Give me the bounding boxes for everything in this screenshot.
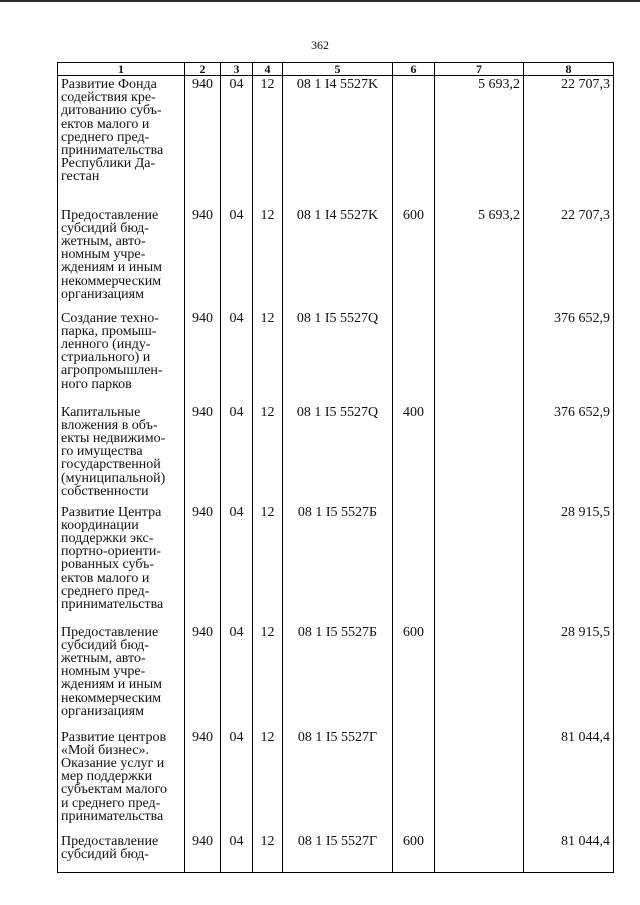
row-name-line: поддержки экс-: [61, 530, 154, 546]
row-name-line: (муниципальной): [61, 470, 166, 486]
amount-col8-cell: 376 652,9: [524, 404, 614, 504]
column-header: 7: [435, 63, 524, 76]
column-header: 2: [185, 63, 221, 76]
row-name-line: «Мой бизнес».: [61, 742, 150, 758]
row-name-line: некоммерческим: [61, 690, 162, 706]
row-name-cell: [58, 504, 185, 624]
row-name-cell: [58, 404, 185, 504]
table-row: [58, 207, 614, 310]
target-article-cell: 08 1 I4 5527K: [283, 76, 393, 207]
table-row: [58, 404, 614, 504]
page-number: 362: [311, 38, 329, 52]
subsection-code-cell: 12: [253, 624, 283, 729]
row-name-cell: [58, 310, 185, 404]
admin-code-cell: 940: [185, 310, 221, 404]
expense-type-cell: [393, 729, 435, 833]
amount-col7-cell: 5 693,2: [435, 207, 524, 310]
row-name-cell: [58, 207, 185, 310]
target-article-cell: 08 1 I5 5527Q: [283, 310, 393, 404]
section-code-cell: 04: [221, 76, 253, 207]
row-name-line: стриального) и: [61, 350, 151, 366]
table-row: [58, 310, 614, 404]
row-name-line: и среднего пред-: [61, 795, 161, 811]
expense-type-cell: [393, 504, 435, 624]
amount-col7-cell: [435, 310, 524, 404]
subsection-code-cell: 12: [253, 207, 283, 310]
row-name-cell: [58, 76, 185, 207]
section-code-cell: 04: [221, 310, 253, 404]
column-header: 4: [253, 63, 283, 76]
row-name-line: Предоставление: [61, 624, 159, 640]
column-header: 5: [283, 63, 393, 76]
row-name-line: жетным, авто-: [61, 233, 146, 249]
admin-code-cell: 940: [185, 729, 221, 833]
row-name-line: субсидий бюд-: [61, 637, 149, 653]
row-name-line: Развитие центров: [61, 729, 167, 745]
row-name-line: Предоставление: [61, 207, 159, 223]
subsection-code-cell: 12: [253, 833, 283, 873]
expense-type-cell: 600: [393, 833, 435, 873]
row-name-line: организациям: [61, 286, 144, 302]
section-code-cell: 04: [221, 504, 253, 624]
row-name-line: принимательства: [61, 143, 164, 159]
expense-type-cell: [393, 310, 435, 404]
section-code-cell: 04: [221, 404, 253, 504]
table-row: [58, 76, 614, 207]
row-name-cell: [58, 833, 185, 873]
amount-col8-cell: 81 044,4: [524, 729, 614, 833]
admin-code-cell: 940: [185, 833, 221, 873]
target-article-cell: 08 1 I5 5527Б: [283, 504, 393, 624]
section-code-cell: 04: [221, 833, 253, 873]
row-name-line: дитованию субъ-: [61, 103, 162, 119]
subsection-code-cell: 12: [253, 729, 283, 833]
row-name-cell: [58, 624, 185, 729]
target-article-cell: 08 1 I5 5527Q: [283, 404, 393, 504]
row-name-line: ектов малого и: [61, 570, 150, 586]
amount-col8-cell: 28 915,5: [524, 624, 614, 729]
subsection-code-cell: 12: [253, 504, 283, 624]
target-article-cell: 08 1 I5 5527Г: [283, 729, 393, 833]
target-article-cell: 08 1 I5 5527Б: [283, 624, 393, 729]
row-name-line: принимательства: [61, 596, 164, 612]
row-name-line: Капитальные: [61, 404, 141, 420]
row-name-line: рованных субъ-: [61, 557, 155, 573]
expense-type-cell: [393, 76, 435, 207]
row-name-line: вложения в объ-: [61, 417, 158, 433]
amount-col8-cell: 28 915,5: [524, 504, 614, 624]
row-name-line: Оказание услуг и: [61, 755, 165, 771]
amount-col8-cell: 22 707,3: [524, 207, 614, 310]
admin-code-cell: 940: [185, 624, 221, 729]
row-name-line: некоммерческим: [61, 273, 162, 289]
row-name-line: гестан: [61, 169, 100, 185]
row-name-line: организациям: [61, 703, 144, 719]
row-name-line: ектов малого и: [61, 116, 150, 132]
amount-col7-cell: [435, 833, 524, 873]
row-name-line: ждениям и иным: [61, 677, 163, 693]
row-name-line: ного парков: [61, 376, 132, 392]
row-name-line: координации: [61, 517, 139, 533]
row-name-line: государственной: [61, 457, 161, 473]
row-name-line: Развитие Центра: [61, 504, 162, 520]
row-name-line: субсидий бюд-: [61, 220, 149, 236]
table-row: [58, 729, 614, 833]
row-name-line: агропромышлен-: [61, 363, 163, 379]
amount-col8-cell: 22 707,3: [524, 76, 614, 207]
column-header: 8: [524, 63, 614, 76]
expense-type-cell: 600: [393, 624, 435, 729]
table-row: [58, 504, 614, 624]
subsection-code-cell: 12: [253, 310, 283, 404]
row-name-line: среднего пред-: [61, 129, 150, 145]
section-code-cell: 04: [221, 729, 253, 833]
row-name-line: субсидий бюд-: [61, 846, 149, 862]
row-name-line: Республики Да-: [61, 156, 156, 172]
row-name-line: ждениям и иным: [61, 260, 163, 276]
row-name-line: содействия кре-: [61, 90, 156, 106]
admin-code-cell: 940: [185, 207, 221, 310]
subsection-code-cell: 12: [253, 76, 283, 207]
table-row: [58, 624, 614, 729]
row-name-line: го имущества: [61, 444, 143, 460]
subsection-code-cell: 12: [253, 404, 283, 504]
row-name-line: портно-ориенти-: [61, 544, 162, 560]
table-body: [58, 76, 614, 873]
section-code-cell: 04: [221, 207, 253, 310]
amount-col7-cell: [435, 729, 524, 833]
row-name-line: номным учре-: [61, 247, 146, 263]
row-name-line: собственности: [61, 483, 149, 499]
row-name-line: номным учре-: [61, 664, 146, 680]
expense-type-cell: 400: [393, 404, 435, 504]
column-number-header: [58, 63, 614, 76]
amount-col8-cell: 81 044,4: [524, 833, 614, 873]
row-name-line: Предоставление: [61, 833, 159, 849]
admin-code-cell: 940: [185, 504, 221, 624]
expense-type-cell: 600: [393, 207, 435, 310]
row-name-line: парка, промыш-: [61, 323, 157, 339]
row-name-line: среднего пред-: [61, 583, 150, 599]
amount-col8-cell: 376 652,9: [524, 310, 614, 404]
row-name-line: жетным, авто-: [61, 650, 146, 666]
admin-code-cell: 940: [185, 404, 221, 504]
row-name-line: Развитие Фонда: [61, 77, 157, 92]
row-name-line: принимательства: [61, 808, 164, 824]
row-name-line: субъектам малого: [61, 782, 168, 798]
top-border-line: [0, 0, 640, 2]
amount-col7-cell: [435, 624, 524, 729]
amount-col7-cell: 5 693,2: [435, 76, 524, 207]
table-row: [58, 833, 614, 873]
section-code-cell: 04: [221, 624, 253, 729]
admin-code-cell: 940: [185, 76, 221, 207]
row-name-cell: [58, 729, 185, 833]
row-name-line: екты недвижимо-: [61, 430, 166, 446]
budget-table: [57, 62, 614, 873]
target-article-cell: 08 1 I5 5527Г: [283, 833, 393, 873]
row-name-line: мер поддержки: [61, 769, 153, 785]
column-header: 6: [393, 63, 435, 76]
amount-col7-cell: [435, 504, 524, 624]
column-header: 3: [221, 63, 253, 76]
amount-col7-cell: [435, 404, 524, 504]
row-name-line: ленного (инду-: [61, 336, 151, 352]
target-article-cell: 08 1 I4 5527K: [283, 207, 393, 310]
column-header: 1: [58, 63, 185, 76]
row-name-line: Создание техно-: [61, 310, 159, 326]
